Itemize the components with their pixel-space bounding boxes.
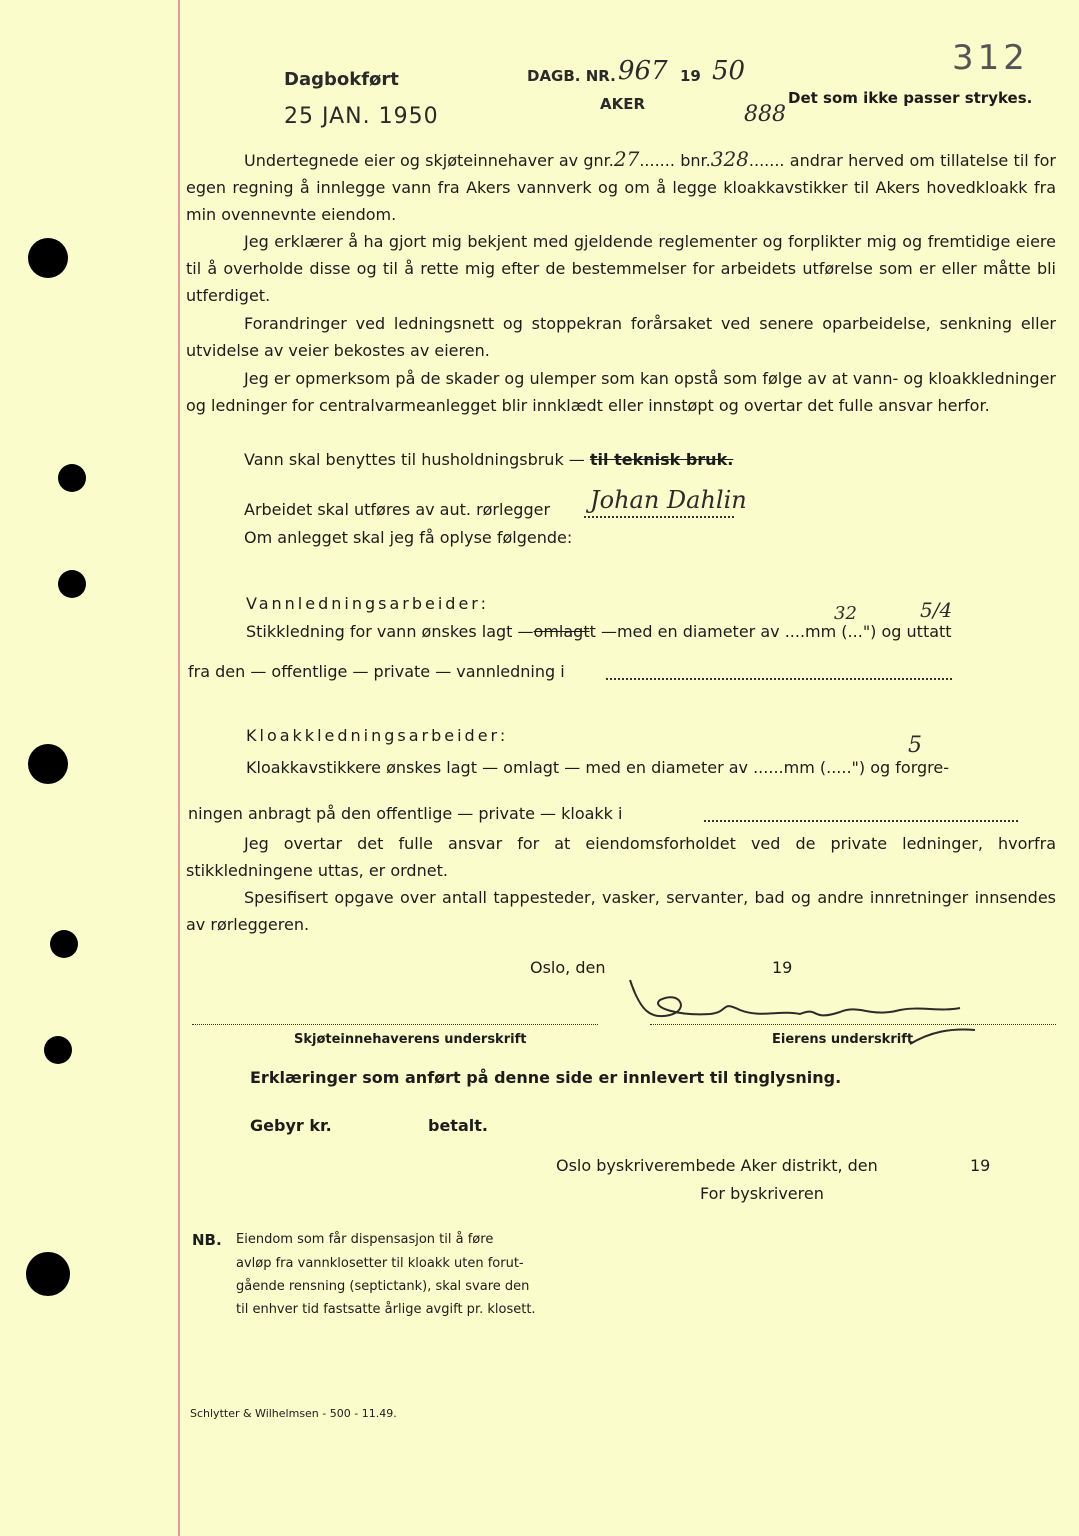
punch-hole-5 [50,930,78,958]
nb-line-3: gående rensning (septictank), skal svare den [236,1279,530,1294]
intro-paragraph: Undertegnede eier og skjøteinnehaver av gnr.27....... bnr.328....... andrar herved om tillatelse til for egen regning å innlegge vann fra Akers vannverk og om å legge kloakkavstikker til Akers hovedkloakk fra min ovennevnte eiendom. [186,147,1056,224]
byskriver-year: 19 [970,1156,991,1175]
stamp-label: Dagbokført [284,69,399,90]
paragraph-ansvar: Jeg overtar det fulle ansvar for at eiendomsforholdet ved de private ledninger, hvorfra stikkledningene uttas, er ordnet. [186,834,1056,880]
kloakk-inch-value: 5 [908,733,922,758]
nb-line-4: til enhver tid fastsatte årlige avgift pr. klosett. [236,1302,536,1317]
hand-888: 888 [744,102,786,127]
oslo-den: Oslo, den [530,958,606,977]
vann-inch-value: 5/4 [920,598,953,622]
paragraph-spesifisert: Spesifisert opgave over antall tappesteder, vasker, servanter, bad og andre innretninger innsendes av rørleggeren. [186,888,1056,934]
vann-heading: Vannledningsarbeider: [246,594,489,613]
kloakk-heading: Kloakkledningsarbeider: [246,726,509,745]
strike-note: Det som ikke passer strykes. [788,89,1033,107]
punch-hole-1 [28,238,68,278]
vann-line-2: fra den — offentlige — private — vannledning i [188,662,565,681]
kloakk-dots [704,820,1018,822]
punch-hole-6 [44,1036,72,1064]
gebyr-betalt: betalt. [428,1116,488,1135]
byskriver-line-1: Oslo byskriverembede Aker distrikt, den [556,1156,878,1175]
vann-line-1: Stikkledning for vann ønskes lagt —omlagtt —med en diameter av ....mm (...") og uttatt [246,622,952,641]
nb-line-2: avløp fra vannklosetter til kloakk uten forut- [236,1256,524,1271]
vann-mm-value: 32 [834,603,857,624]
rorlegger-name: Johan Dahlin [590,486,747,514]
owner-signature-text [650,996,772,1016]
dagb-label: DAGB. NR. [527,67,616,85]
punch-hole-4 [28,744,68,784]
nb-label: NB. [192,1231,222,1249]
dagb-number: 967 [618,56,668,86]
vann-use-line: Vann skal benyttes til husholdningsbruk — til teknisk bruk. [244,450,734,469]
bnr-value: 328 [710,147,749,171]
punch-hole-3 [58,570,86,598]
punch-hole-2 [58,464,86,492]
struck-teknisk: til teknisk bruk. [589,450,734,469]
arbeidet-text: Arbeidet skal utføres av aut. rørlegger [244,500,551,519]
skjote-label: Skjøteinnehaverens underskrift [294,1032,527,1047]
eier-label: Eierens underskrift [772,1032,914,1047]
punch-hole-7 [26,1252,70,1296]
vannledning-dots [606,678,952,680]
paragraph-forandringer: Forandringer ved ledningsnett og stoppekran forårsaket ved senere oparbeidelse, senkning eller utvidelse av veier bekostes av eieren. [186,314,1056,360]
erklaeringer-text: Erklæringer som anført på denne side er innlevert til tinglysning. [250,1068,842,1087]
skjote-signature-line [192,1024,598,1025]
gnr-value: 27 [613,147,640,171]
stamp-date: 25 JAN. 1950 [284,104,439,129]
oslo-year: 19 [772,958,793,977]
kloakk-line-2: ningen anbragt på den offentlige — private — kloakk i [188,804,623,823]
printer-line: Schlytter & Wilhelmsen - 500 - 11.49. [190,1407,397,1420]
page-number: 312 [952,38,1029,78]
rorlegger-dots [584,516,734,518]
paragraph-erklaerer: Jeg erklærer å ha gjort mig bekjent med gjeldende reglementer og forplikter mig og fremtidige eiere til å overholde disse og til å rette mig efter de bestemmelser for arbeidets utførelse som er eller måtte bli utferdiget. [186,232,1056,305]
gebyr-label: Gebyr kr. [250,1116,332,1135]
aker-stamp: AKER [600,95,646,113]
margin-line [178,0,180,1536]
paragraph-opmerksom: Jeg er opmerksom på de skader og ulemper som kan opstå som følge av at vann- og kloakkledninger og ledninger for centralvarmeanlegget blir innklædt eller innstøpt og overtar det fulle ansvar herfor. [186,369,1056,415]
dagb-year-hand: 50 [712,56,746,86]
dagb-year: 19 [680,67,701,85]
byskriver-line-2: For byskriveren [700,1184,824,1203]
nb-line-1: Eiendom som får dispensasjon til å føre [236,1232,494,1247]
eier-signature-line [650,1024,1056,1025]
kloakk-line-1: Kloakkavstikkere ønskes lagt — omlagt — med en diameter av ......mm (.....") og forgre- [246,758,949,777]
oplyse-text: Om anlegget skal jeg få oplyse følgende: [244,528,573,547]
